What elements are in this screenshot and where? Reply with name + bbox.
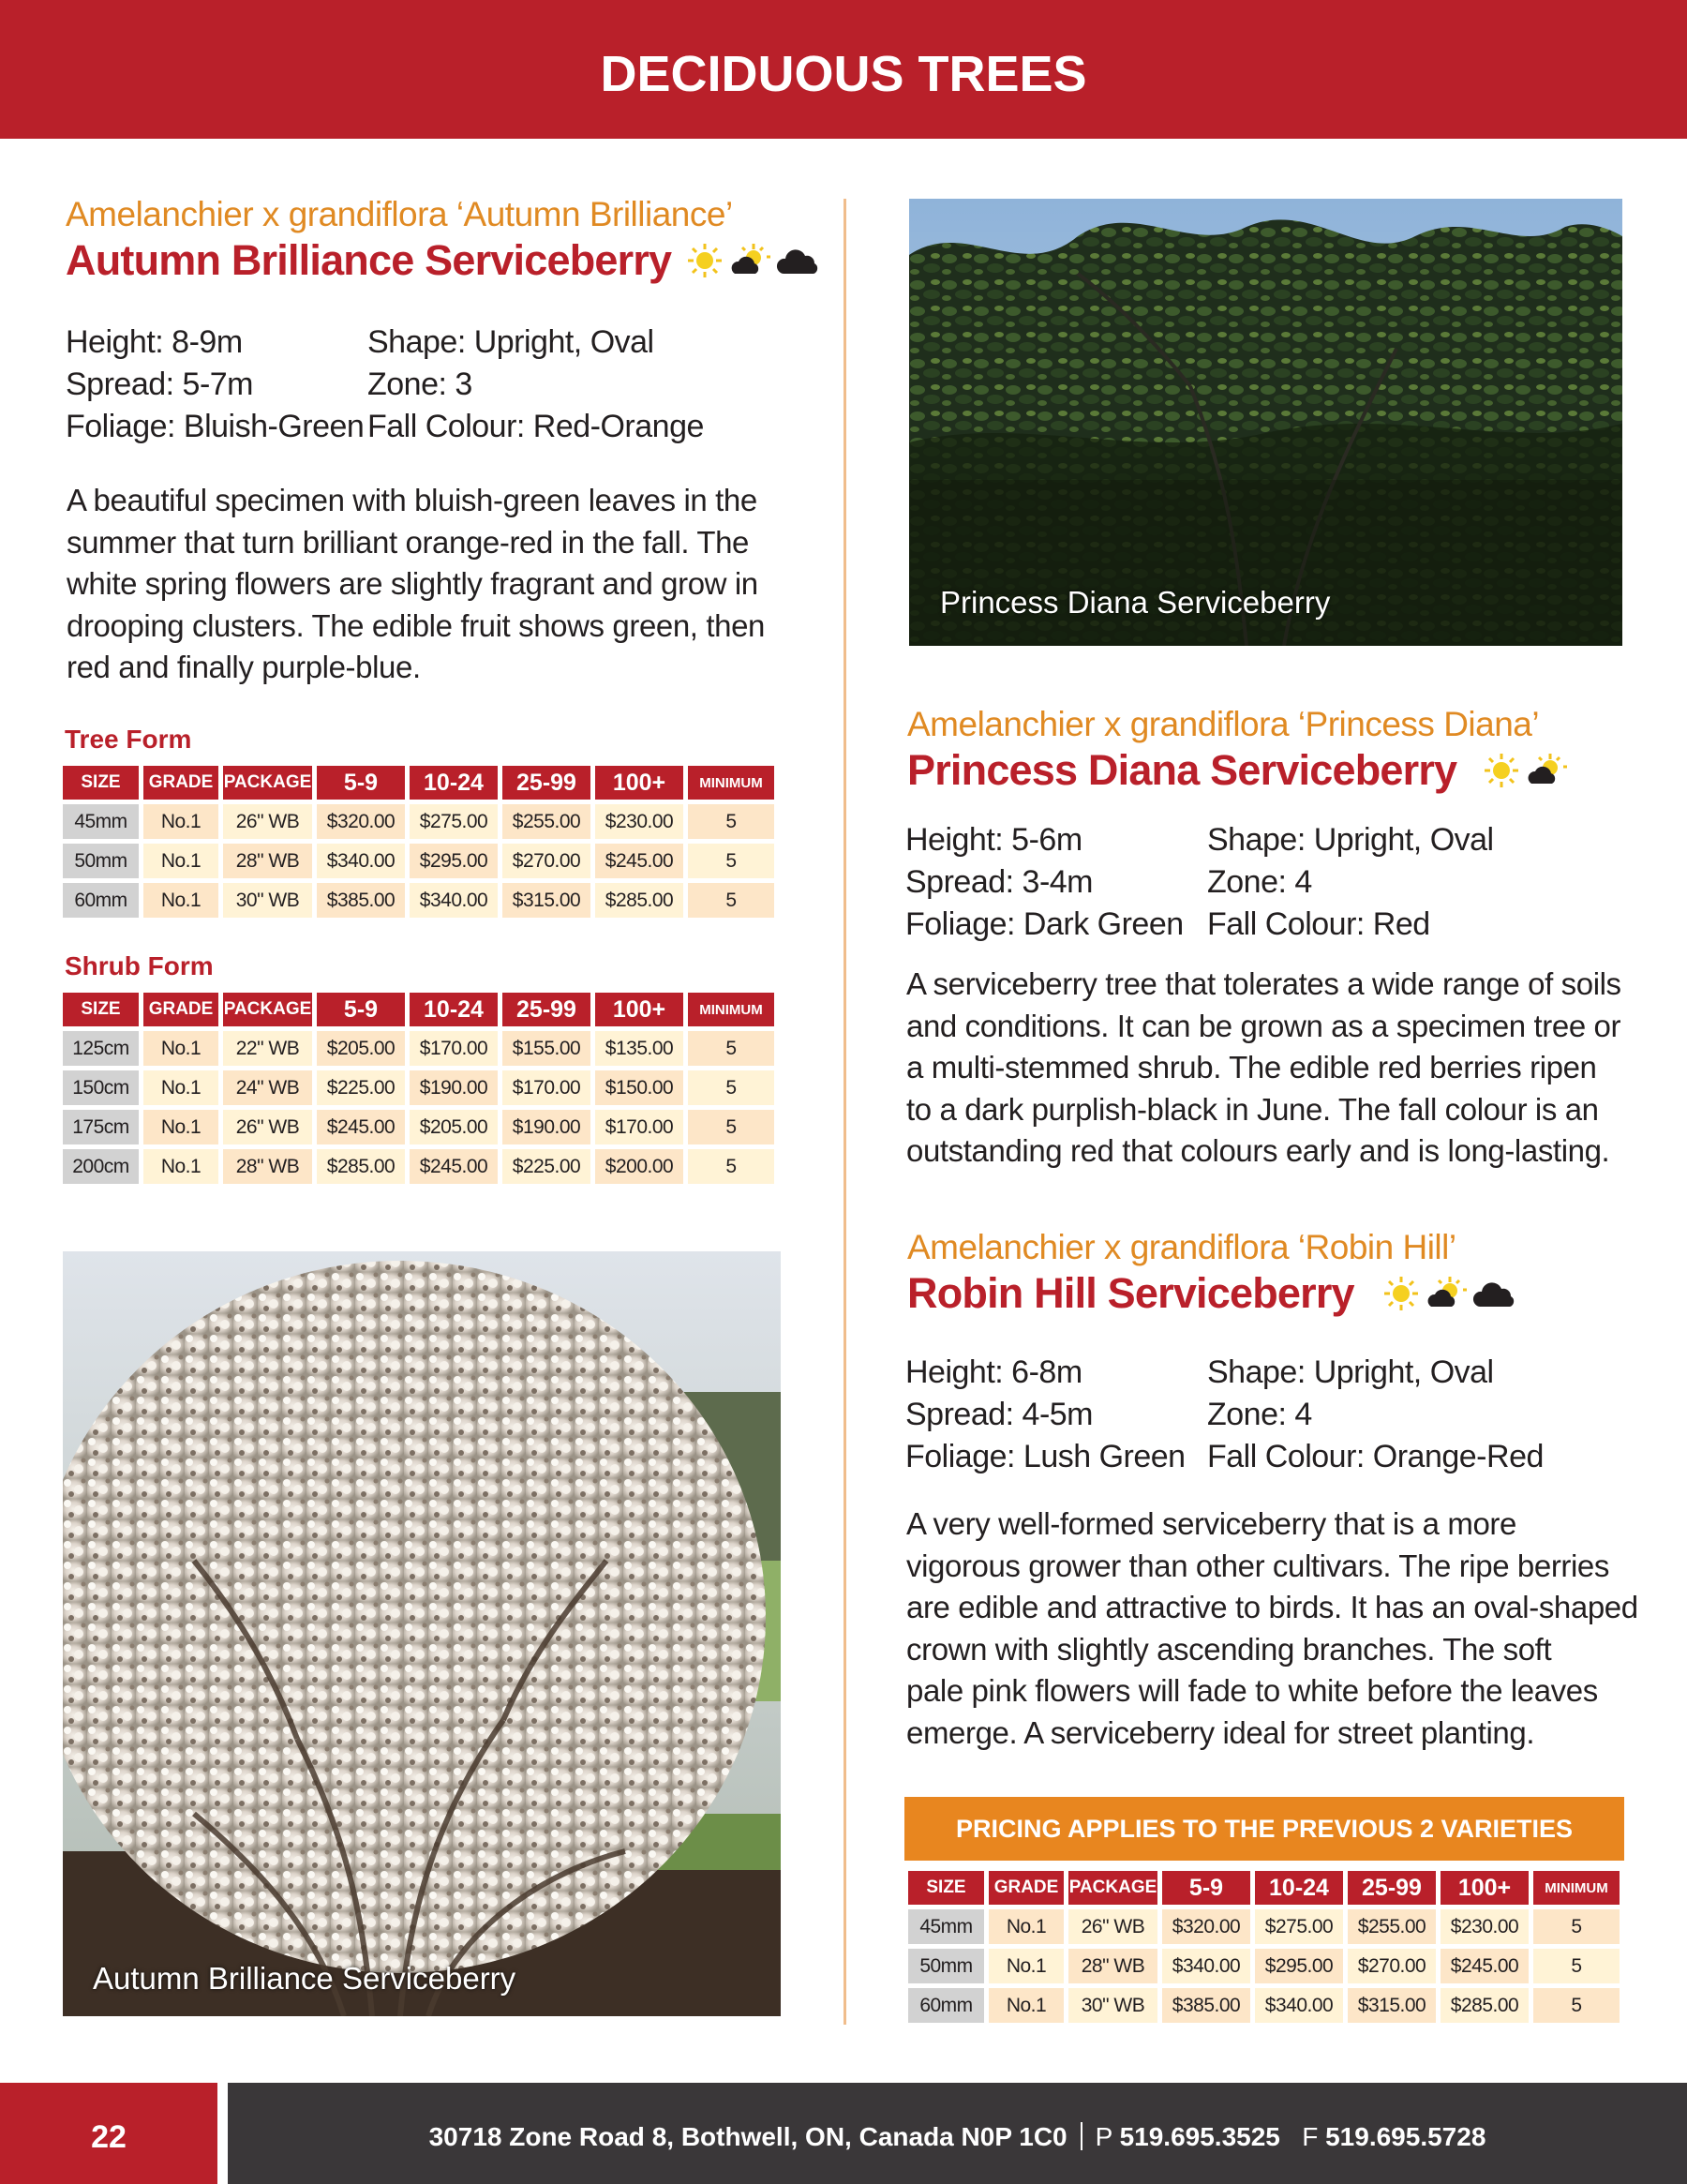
cell-price: $315.00 [502,883,590,918]
col-minimum: MINIMUM [688,993,774,1026]
cell-price: $245.00 [595,844,683,878]
spec-zone: Zone: 3 [367,366,472,402]
spec-foliage: Foliage: Lush Green [905,1439,1186,1474]
description-line: summer that turn brilliant orange-red in the fall. The [67,524,749,560]
cell-package: 28" WB [223,1149,312,1184]
cell-grade: No.1 [989,1909,1064,1944]
fax-label: F [1302,2122,1319,2151]
cell-price: $200.00 [595,1149,683,1184]
cell-grade: No.1 [143,804,218,839]
cell-package: 28" WB [1068,1949,1157,1983]
cell-size: 50mm [908,1949,984,1983]
shade-cloud-icon [1472,1277,1517,1310]
page-title: DECIDUOUS TREES [600,46,1087,102]
spec-row [905,1394,1544,1436]
spec-height: Height: 8-9m [66,324,243,360]
cell-size: 125cm [63,1031,139,1066]
cell-minimum: 5 [688,883,774,918]
description-line: and conditions. It can be grown as a specimen tree or [906,1008,1621,1043]
cell-price: $245.00 [317,1110,405,1144]
cell-package: 26" WB [223,1110,312,1144]
diana-common-name-text: Princess Diana Serviceberry [907,746,1457,794]
shrub-form-label: Shrub Form [65,951,214,980]
cell-minimum: 5 [688,1110,774,1144]
autumn-latin-name: Amelanchier x grandiflora ‘Autumn Brilliance’ [66,195,733,233]
cell-price: $285.00 [1441,1988,1529,2023]
cell-price: $275.00 [1255,1909,1343,1944]
price-row [908,1909,1620,1944]
cell-price: $270.00 [1348,1949,1436,1983]
spec-spread: Spread: 4-5m [905,1397,1093,1432]
spec-zone: Zone: 4 [1207,864,1312,900]
part-sun-icon [1526,752,1567,789]
autumn-brilliance-photo [63,1251,781,2016]
description-line: A very well-formed serviceberry that is a more [906,1506,1516,1541]
autumn-common-name-text: Autumn Brilliance Serviceberry [66,236,672,284]
col-qty-25-99: 25-99 [502,993,590,1026]
description-line: outstanding red that colours early and is long-lasting. [906,1133,1610,1168]
cell-size: 45mm [63,804,139,839]
diana-common-name [907,746,1567,795]
spec-foliage: Foliage: Bluish-Green [66,409,365,444]
fax-number: 519.695.5728 [1325,2122,1486,2151]
cell-grade: No.1 [143,844,218,878]
col-package: PACKAGE [223,766,312,800]
cell-grade: No.1 [143,1110,218,1144]
col-minimum: MINIMUM [1533,1871,1620,1905]
cell-size: 175cm [63,1110,139,1144]
cell-price: $170.00 [502,1070,590,1105]
spec-spread: Spread: 3-4m [905,864,1093,900]
cell-package: 26" WB [1068,1909,1157,1944]
price-row [63,1110,774,1144]
spec-row [905,1352,1544,1394]
price-row [63,1070,774,1105]
cell-price: $285.00 [595,883,683,918]
autumn-common-name [66,236,821,285]
robin-latin-name: Amelanchier x grandiflora ‘Robin Hill’ [907,1228,1456,1266]
cell-grade: No.1 [143,883,218,918]
cell-price: $170.00 [410,1031,498,1066]
sun-icon [1382,1275,1420,1312]
col-qty-100-plus: 100+ [1441,1871,1529,1905]
blossom-tree-illustration [63,1251,781,2016]
cell-grade: No.1 [143,1149,218,1184]
cell-price: $315.00 [1348,1988,1436,2023]
cell-price: $320.00 [1162,1909,1250,1944]
cell-price: $285.00 [317,1149,405,1184]
col-size: SIZE [908,1871,984,1905]
sun-icon [1483,752,1520,789]
robin-exposure-icons [1382,1275,1517,1312]
phone-number: 519.695.3525 [1119,2122,1280,2151]
cell-package: 24" WB [223,1070,312,1105]
spec-row [66,322,704,364]
cell-grade: No.1 [143,1031,218,1066]
col-qty-10-24: 10-24 [410,993,498,1026]
col-grade: GRADE [143,993,218,1026]
robin-common-name [907,1269,1517,1318]
spec-row [905,1436,1544,1478]
cell-price: $245.00 [410,1149,498,1184]
cell-size: 60mm [908,1988,984,2023]
cell-grade: No.1 [989,1988,1064,2023]
cell-minimum: 5 [688,1070,774,1105]
price-row [908,1988,1620,2023]
price-header-row [908,1871,1620,1905]
cell-minimum: 5 [688,844,774,878]
spec-shape: Shape: Upright, Oval [367,324,654,360]
price-header-row [63,766,774,800]
col-qty-5-9: 5-9 [317,766,405,800]
footer-address: 30718 Zone Road 8, Bothwell, ON, Canada N0P 1C0 [428,2122,1067,2151]
spec-fall-colour: Fall Colour: Orange-Red [1207,1439,1544,1474]
diana-description [906,964,1621,1173]
spec-row [905,861,1494,904]
cell-package: 22" WB [223,1031,312,1066]
description-line: crown with slightly ascending branches. The soft [906,1631,1552,1667]
cell-size: 200cm [63,1149,139,1184]
price-row [63,883,774,918]
col-qty-5-9: 5-9 [1162,1871,1250,1905]
cell-size: 45mm [908,1909,984,1944]
cell-price: $225.00 [317,1070,405,1105]
photo-caption: Autumn Brilliance Serviceberry [93,1961,516,1996]
spec-shape: Shape: Upright, Oval [1207,1354,1494,1390]
cell-price: $135.00 [595,1031,683,1066]
cell-package: 28" WB [223,844,312,878]
footer-separator [1081,2122,1082,2150]
col-qty-100-plus: 100+ [595,993,683,1026]
cell-size: 150cm [63,1070,139,1105]
description-line: A serviceberry tree that tolerates a wide range of soils [906,966,1621,1001]
spec-fall-colour: Fall Colour: Red-Orange [367,409,704,444]
part-sun-icon [729,242,770,279]
col-size: SIZE [63,766,139,800]
description-line: drooping clusters. The edible fruit shows green, then [67,607,765,643]
description-line: a multi-stemmed shrub. The edible red berries ripen [906,1050,1597,1085]
cell-price: $230.00 [595,804,683,839]
robin-common-name-text: Robin Hill Serviceberry [907,1269,1354,1317]
cell-price: $320.00 [317,804,405,839]
diana-specs [905,819,1494,946]
cell-package: 30" WB [1068,1988,1157,2023]
description-line: emerge. A serviceberry ideal for street planting. [906,1714,1535,1750]
col-grade: GRADE [143,766,218,800]
cell-size: 50mm [63,844,139,878]
col-qty-100-plus: 100+ [595,766,683,800]
cell-price: $340.00 [410,883,498,918]
price-row [63,1031,774,1066]
sun-icon [686,242,724,279]
spec-zone: Zone: 4 [1207,1397,1312,1432]
cell-minimum: 5 [1533,1988,1620,2023]
cell-price: $170.00 [595,1110,683,1144]
cell-price: $385.00 [1162,1988,1250,2023]
cell-price: $150.00 [595,1070,683,1105]
cell-price: $270.00 [502,844,590,878]
cell-price: $340.00 [1255,1988,1343,2023]
diana-latin-name: Amelanchier x grandiflora ‘Princess Diana’ [907,705,1540,743]
photo-caption: Princess Diana Serviceberry [940,585,1331,620]
col-qty-25-99: 25-99 [502,766,590,800]
col-qty-10-24: 10-24 [410,766,498,800]
col-size: SIZE [63,993,139,1026]
cell-price: $205.00 [410,1110,498,1144]
description-line: white spring flowers are slightly fragrant and grow in [67,566,758,601]
phone-label: P [1095,2122,1112,2151]
spec-height: Height: 5-6m [905,822,1082,858]
cell-price: $340.00 [317,844,405,878]
price-row [63,804,774,839]
price-row [63,844,774,878]
cell-minimum: 5 [688,804,774,839]
column-divider [844,199,846,2025]
spec-row [66,364,704,406]
cell-minimum: 5 [1533,1949,1620,1983]
col-qty-5-9: 5-9 [317,993,405,1026]
cell-price: $295.00 [410,844,498,878]
cell-package: 30" WB [223,883,312,918]
cell-grade: No.1 [989,1949,1064,1983]
price-header-row [63,993,774,1026]
shrub-form-price-table [58,988,779,1189]
autumn-exposure-icons [686,242,821,279]
cell-minimum: 5 [688,1149,774,1184]
autumn-description [67,480,765,689]
cell-price: $190.00 [502,1110,590,1144]
robin-specs [905,1352,1544,1478]
cell-grade: No.1 [143,1070,218,1105]
robin-description [906,1503,1638,1754]
cell-price: $385.00 [317,883,405,918]
description-line: A beautiful specimen with bluish-green leaves in the [67,483,757,517]
spec-shape: Shape: Upright, Oval [1207,822,1494,858]
cell-size: 60mm [63,883,139,918]
tree-form-label: Tree Form [65,725,192,754]
col-grade: GRADE [989,1871,1064,1905]
cell-price: $255.00 [502,804,590,839]
cell-price: $230.00 [1441,1909,1529,1944]
cell-price: $225.00 [502,1149,590,1184]
cell-price: $205.00 [317,1031,405,1066]
description-line: vigorous grower than other cultivars. The ripe berries [906,1548,1609,1583]
page-number: 22 [0,2083,217,2184]
cell-price: $275.00 [410,804,498,839]
description-line: to a dark purplish-black in June. The fall colour is an [906,1091,1599,1127]
col-package: PACKAGE [1068,1871,1157,1905]
page-header [0,0,1687,139]
price-row [908,1949,1620,1983]
cell-price: $295.00 [1255,1949,1343,1983]
description-line: are edible and attractive to birds. It has an oval-shaped [906,1590,1638,1624]
shared-pricing-banner: PRICING APPLIES TO THE PREVIOUS 2 VARIETIES [904,1797,1624,1861]
spec-row [905,819,1494,861]
tree-form-price-table [58,761,779,922]
col-package: PACKAGE [223,993,312,1026]
cell-price: $190.00 [410,1070,498,1105]
col-minimum: MINIMUM [688,766,774,800]
cell-price: $255.00 [1348,1909,1436,1944]
cell-price: $155.00 [502,1031,590,1066]
description-line: pale pink flowers will fade to white before the leaves [906,1673,1598,1708]
spec-row [66,406,704,448]
cell-package: 26" WB [223,804,312,839]
cell-price: $245.00 [1441,1949,1529,1983]
spec-height: Height: 6-8m [905,1354,1082,1390]
cell-price: $340.00 [1162,1949,1250,1983]
spec-foliage: Foliage: Dark Green [905,906,1184,942]
col-qty-10-24: 10-24 [1255,1871,1343,1905]
princess-diana-photo [909,199,1622,646]
cell-minimum: 5 [1533,1909,1620,1944]
spec-row [905,904,1494,946]
footer-contact-bar [228,2083,1687,2184]
autumn-specs [66,322,704,448]
diana-exposure-icons [1483,752,1567,789]
shade-cloud-icon [776,244,821,277]
spec-spread: Spread: 5-7m [66,366,253,402]
cell-minimum: 5 [688,1031,774,1066]
price-row [63,1149,774,1184]
spec-fall-colour: Fall Colour: Red [1207,906,1430,942]
part-sun-icon [1426,1275,1467,1312]
shared-price-table [903,1866,1624,2027]
tree-canopy-illustration [909,199,1622,646]
col-qty-25-99: 25-99 [1348,1871,1436,1905]
description-line: red and finally purple-blue. [67,650,421,684]
